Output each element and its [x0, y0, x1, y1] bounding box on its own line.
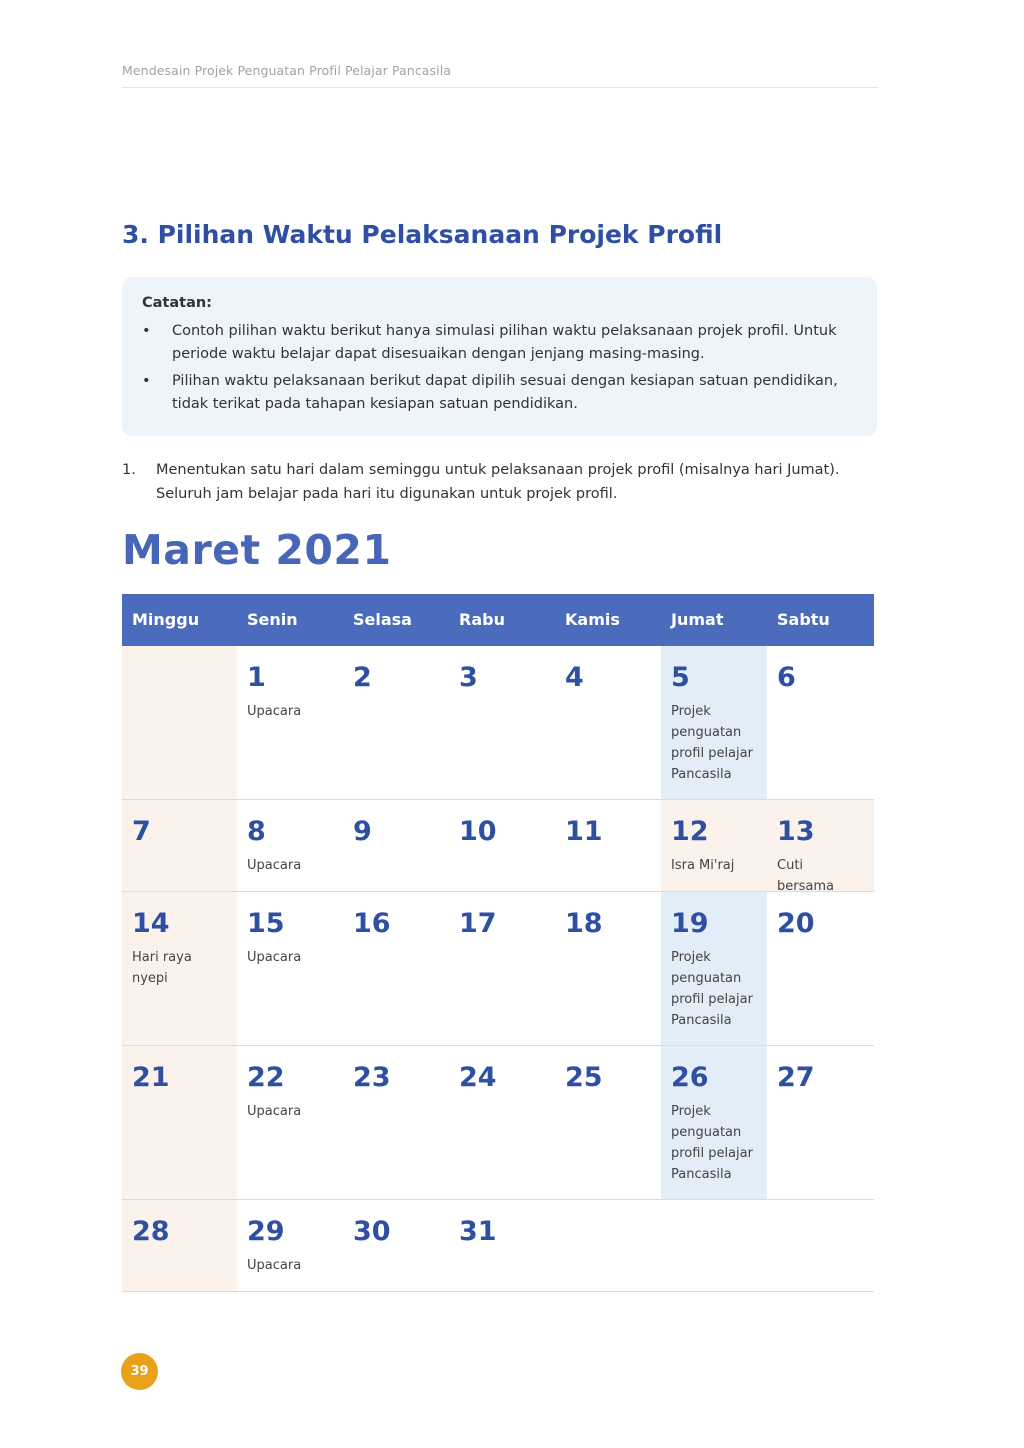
day-number: 23 — [353, 1062, 391, 1093]
calendar-cell — [343, 892, 449, 1045]
calendar-cell — [343, 1046, 449, 1199]
day-number: 24 — [459, 1062, 497, 1093]
day-number: 13 — [777, 816, 815, 847]
note-list — [142, 320, 862, 420]
calendar-cell — [555, 1046, 661, 1199]
day-note: Cuti bersama — [777, 858, 834, 894]
note-item-text: Contoh pilihan waktu berikut hanya simulasi pilihan waktu pelaksanaan projek profil. Untuk periode waktu belajar dapat disesuaikan dengan jenjang masing-masing. — [172, 323, 837, 362]
note-title: Catatan: — [142, 295, 212, 311]
day-number: 7 — [132, 816, 151, 847]
running-header: Mendesain Projek Penguatan Profil Pelajar Pancasila — [122, 63, 452, 78]
day-number: 8 — [247, 816, 266, 847]
day-number: 9 — [353, 816, 372, 847]
day-note: Upacara — [247, 858, 302, 873]
calendar-cell — [767, 1046, 874, 1199]
calendar-week-row — [122, 646, 874, 800]
day-number: 19 — [671, 908, 709, 939]
calendar-cell — [449, 646, 555, 799]
day-number: 31 — [459, 1216, 497, 1247]
calendar-week-row — [122, 892, 874, 1046]
calendar-cell-sunday — [122, 1200, 237, 1291]
day-number: 4 — [565, 662, 584, 693]
calendar-cell-sunday — [122, 1046, 237, 1199]
day-number: 18 — [565, 908, 603, 939]
calendar-week-row — [122, 1200, 874, 1292]
day-note: Upacara — [247, 1104, 302, 1119]
calendar-table — [122, 594, 874, 1292]
day-number: 14 — [132, 908, 170, 939]
day-number: 22 — [247, 1062, 285, 1093]
day-number: 27 — [777, 1062, 815, 1093]
weekday-header: Selasa — [353, 610, 412, 629]
calendar-cell — [555, 892, 661, 1045]
weekday-header: Rabu — [459, 610, 505, 629]
calendar-week-row — [122, 1046, 874, 1200]
note-item — [142, 320, 862, 366]
calendar-cell — [449, 800, 555, 891]
day-note: Upacara — [247, 1258, 302, 1273]
calendar-cell — [449, 1200, 555, 1291]
step-number: 1. — [122, 462, 136, 478]
calendar-cell-empty — [555, 1200, 661, 1291]
calendar-cell — [767, 892, 874, 1045]
day-note: Projek penguatan profil pelajar Pancasila — [671, 704, 753, 782]
day-number: 29 — [247, 1216, 285, 1247]
calendar-cell — [343, 800, 449, 891]
calendar-cell-friday — [661, 646, 767, 799]
month-title: Maret 2021 — [122, 526, 392, 574]
calendar-cell — [237, 1200, 343, 1291]
day-number: 16 — [353, 908, 391, 939]
calendar-cell — [237, 1046, 343, 1199]
day-number: 30 — [353, 1216, 391, 1247]
day-number: 17 — [459, 908, 497, 939]
calendar-cell — [237, 646, 343, 799]
day-note: Hari raya nyepi — [132, 950, 192, 986]
day-number: 25 — [565, 1062, 603, 1093]
calendar-cell — [555, 646, 661, 799]
calendar-cell-sunday — [122, 892, 237, 1045]
day-number: 20 — [777, 908, 815, 939]
calendar-cell — [767, 646, 874, 799]
bullet-icon: • — [142, 323, 151, 339]
step-item — [122, 458, 882, 506]
calendar-cell-empty — [661, 1200, 767, 1291]
header-divider — [122, 87, 878, 88]
day-number: 5 — [671, 662, 690, 693]
note-item-text: Pilihan waktu pelaksanaan berikut dapat dipilih sesuai dengan kesiapan satuan pendidikan, tidak terikat pada tahapan kesiapan satuan pendidikan. — [172, 373, 838, 412]
calendar-cell — [343, 1200, 449, 1291]
calendar-cell — [449, 892, 555, 1045]
calendar-cell — [343, 646, 449, 799]
section-title: 3. Pilihan Waktu Pelaksanaan Projek Profil — [122, 220, 723, 249]
day-number: 12 — [671, 816, 709, 847]
day-number: 1 — [247, 662, 266, 693]
weekday-header: Minggu — [132, 610, 200, 629]
day-number: 6 — [777, 662, 796, 693]
weekday-header: Jumat — [671, 610, 724, 629]
weekday-header: Senin — [247, 610, 298, 629]
steps-list — [122, 458, 882, 506]
day-number: 21 — [132, 1062, 170, 1093]
day-number: 10 — [459, 816, 497, 847]
weekday-header: Kamis — [565, 610, 620, 629]
calendar-cell — [449, 1046, 555, 1199]
note-item — [142, 370, 862, 416]
calendar-cell — [237, 892, 343, 1045]
day-number: 26 — [671, 1062, 709, 1093]
calendar-cell-friday — [661, 1046, 767, 1199]
day-note: Projek penguatan profil pelajar Pancasila — [671, 950, 753, 1028]
day-note: Upacara — [247, 950, 302, 965]
calendar-header-row — [122, 594, 874, 646]
day-number: 3 — [459, 662, 478, 693]
calendar-cell-holiday — [767, 800, 874, 894]
bullet-icon: • — [142, 373, 151, 389]
weekday-header: Sabtu — [777, 610, 830, 629]
calendar-cell-empty — [767, 1200, 874, 1291]
calendar-cell — [555, 800, 661, 891]
day-number: 11 — [565, 816, 603, 847]
calendar-cell-empty — [122, 646, 237, 799]
step-text: Menentukan satu hari dalam seminggu untuk pelaksanaan projek profil (misalnya hari Jumat). Seluruh jam belajar pada hari itu digunakan untuk projek profil. — [156, 462, 840, 502]
calendar-cell-friday — [661, 892, 767, 1045]
day-note: Isra Mi'raj — [671, 858, 735, 873]
day-number: 28 — [132, 1216, 170, 1247]
calendar-cell — [237, 800, 343, 891]
day-note: Projek penguatan profil pelajar Pancasila — [671, 1104, 753, 1182]
calendar-cell-holiday — [661, 800, 767, 891]
calendar-week-row — [122, 800, 874, 892]
calendar-cell-sunday — [122, 800, 237, 891]
page-number-badge: 39 — [121, 1353, 158, 1390]
day-number: 2 — [353, 662, 372, 693]
day-note: Upacara — [247, 704, 302, 719]
day-number: 15 — [247, 908, 285, 939]
note-box — [122, 277, 877, 436]
